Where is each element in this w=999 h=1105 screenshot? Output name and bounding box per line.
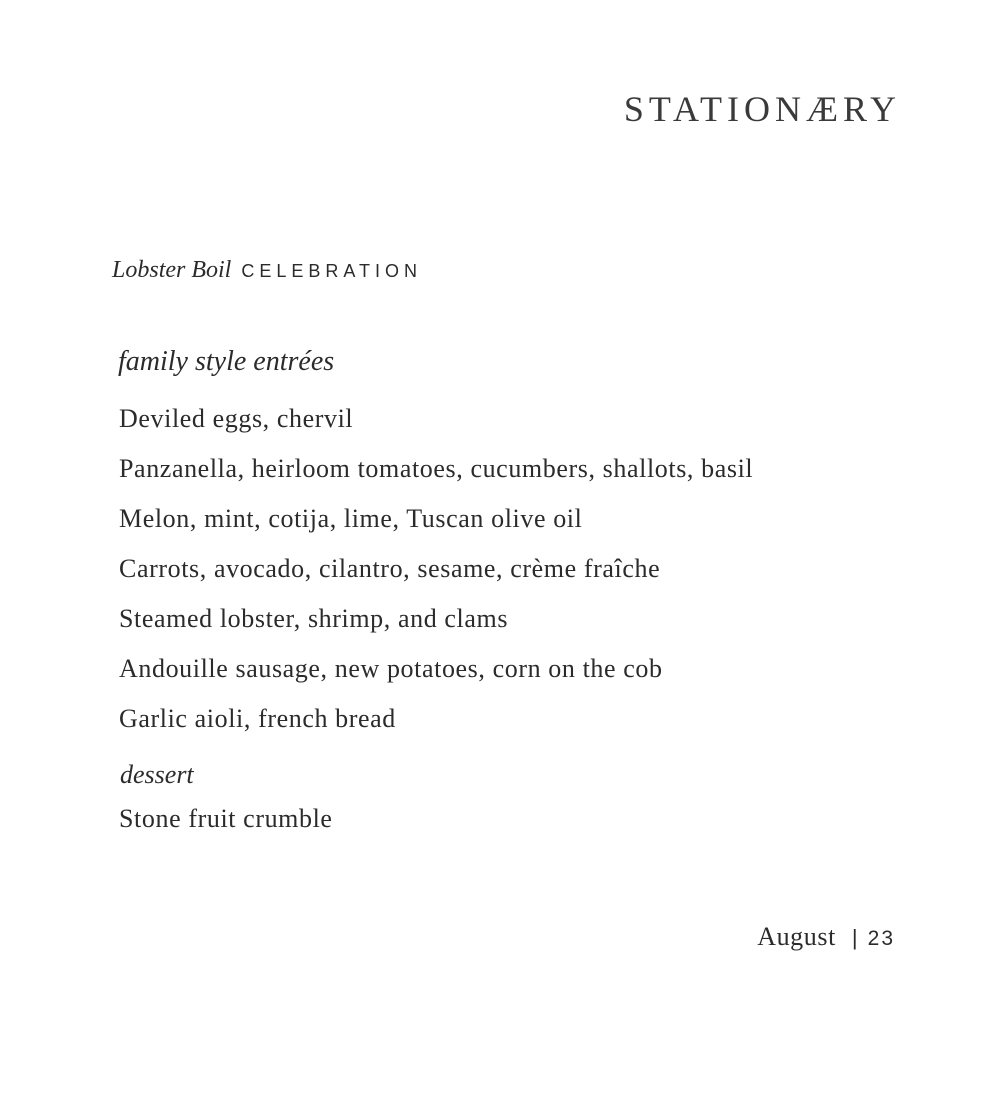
menu-item: Steamed lobster, shrimp, and clams xyxy=(119,604,509,633)
date-day: 23 xyxy=(867,927,895,950)
event-date xyxy=(757,922,895,952)
brand-logo: STATIONÆRY xyxy=(623,89,901,129)
date-month: August xyxy=(757,922,836,951)
event-name: Lobster Boil xyxy=(112,257,232,283)
menu-item: Garlic aioli, french bread xyxy=(119,704,396,733)
section-heading-dessert: dessert xyxy=(120,760,194,789)
event-title xyxy=(112,257,422,284)
menu-item: Panzanella, heirloom tomatoes, cucumbers, shallots, basil xyxy=(119,454,754,483)
event-type: CELEBRATION xyxy=(241,261,423,281)
menu-item: Deviled eggs, chervil xyxy=(119,404,354,433)
menu-item: Stone fruit crumble xyxy=(119,804,333,833)
date-separator: | xyxy=(851,925,858,950)
menu-item: Carrots, avocado, cilantro, sesame, crème fraîche xyxy=(119,554,661,583)
section-heading-entrees: family style entrées xyxy=(118,346,335,377)
menu-item: Melon, mint, cotija, lime, Tuscan olive oil xyxy=(119,504,583,533)
menu-item: Andouille sausage, new potatoes, corn on the cob xyxy=(119,654,663,683)
